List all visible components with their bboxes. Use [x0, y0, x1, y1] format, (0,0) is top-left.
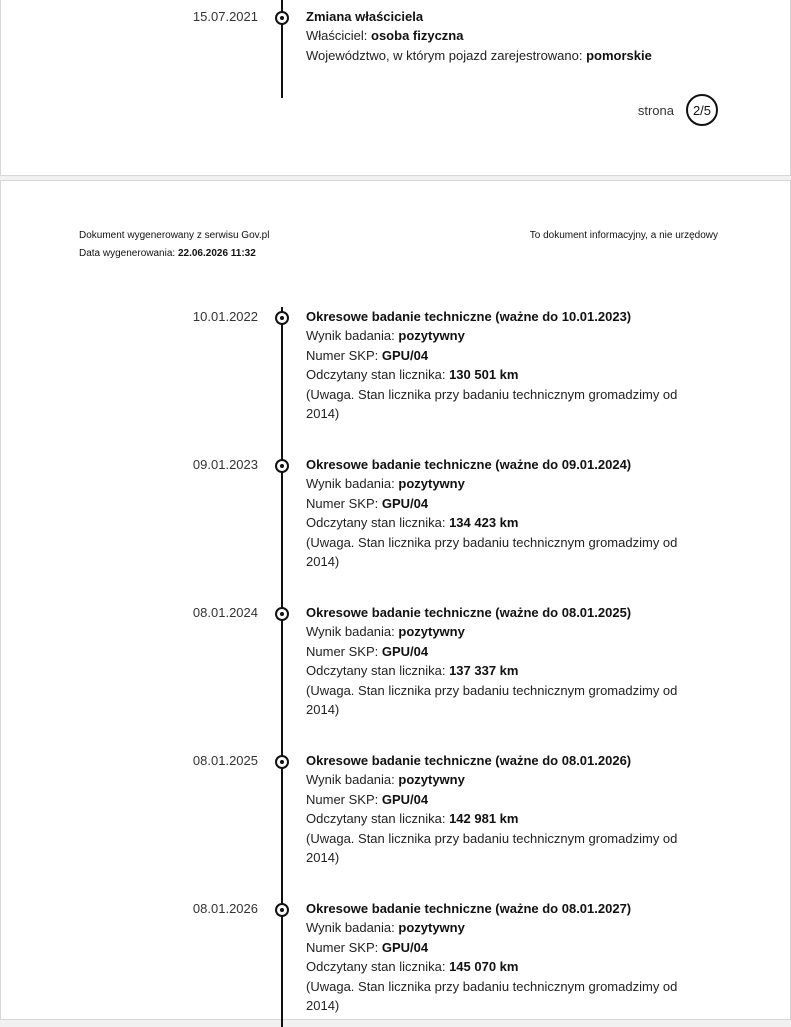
odometer-label: Odczytany stan licznika:: [306, 515, 450, 531]
odometer-label: Odczytany stan licznika:: [306, 663, 450, 679]
document-source: Dokument wygenerowany z serwisu Gov.pl: [79, 230, 270, 241]
skp-number-label: Numer SKP:: [306, 939, 382, 955]
odometer-note: (Uwaga. Stan licznika przy badaniu technicznym gromadzimy od 2014): [306, 386, 678, 422]
entry-title: Okresowe badanie techniczne (ważne do 09.01.2024): [306, 457, 632, 472]
inspection-result-value: pozytywny: [398, 328, 465, 344]
odometer-note: (Uwaga. Stan licznika przy badaniu technicznym gromadzimy od 2014): [306, 978, 678, 1014]
entry-date: 08.01.2026: [192, 901, 258, 916]
skp-number-line: [306, 938, 706, 957]
odometer-note: (Uwaga. Stan licznika przy badaniu technicznym gromadzimy od 2014): [306, 830, 678, 866]
skp-number-label: Numer SKP:: [306, 791, 382, 807]
inspection-result-label: Wynik badania:: [306, 624, 399, 640]
skp-number-label: Numer SKP:: [306, 347, 382, 363]
timeline-node-icon: [275, 311, 289, 325]
entry-body: [306, 603, 706, 719]
odometer-line: [306, 661, 706, 680]
page-number-badge: 2/5: [686, 94, 718, 126]
entry-owner-line: [306, 26, 706, 45]
timeline-node-icon: [275, 459, 289, 473]
odometer-label: Odczytany stan licznika:: [306, 959, 450, 975]
skp-number-label: Numer SKP:: [306, 643, 382, 659]
odometer-note: (Uwaga. Stan licznika przy badaniu technicznym gromadzimy od 2014): [306, 534, 678, 570]
entry-voivodeship-line: [306, 46, 706, 65]
odometer-line: [306, 809, 706, 828]
voivodeship-label: Województwo, w którym pojazd zarejestrowano:: [306, 47, 587, 63]
skp-number-line: [306, 642, 706, 661]
odometer-value: 145 070 km: [449, 959, 519, 975]
inspection-result-label: Wynik badania:: [306, 772, 399, 788]
timeline-node-icon: [275, 11, 289, 25]
odometer-value: 137 337 km: [449, 663, 519, 679]
inspection-result-line: [306, 474, 706, 493]
generation-date-line: [79, 245, 269, 263]
skp-number-value: GPU/04: [381, 347, 429, 363]
generation-date-value: 22.06.2026 11:32: [177, 248, 256, 259]
inspection-result-line: [306, 770, 706, 789]
skp-number-value: GPU/04: [381, 643, 429, 659]
inspection-result-line: [306, 622, 706, 641]
entry-title: Okresowe badanie techniczne (ważne do 08.01.2025): [306, 605, 632, 620]
odometer-value: 130 501 km: [449, 367, 519, 383]
entry-date: 08.01.2025: [192, 753, 258, 768]
inspection-result-value: pozytywny: [398, 920, 465, 936]
document-page-1: [0, 0, 791, 176]
entry-body: [306, 7, 706, 65]
inspection-result-label: Wynik badania:: [306, 476, 399, 492]
odometer-line: [306, 513, 706, 532]
inspection-result-value: pozytywny: [398, 476, 465, 492]
entry-title: Okresowe badanie techniczne (ważne do 10.01.2023): [306, 309, 632, 324]
inspection-result-value: pozytywny: [398, 772, 465, 788]
odometer-line: [306, 957, 706, 976]
entry-date: 15.07.2021: [192, 9, 258, 24]
entry-title: Okresowe badanie techniczne (ważne do 08.01.2027): [306, 901, 632, 916]
inspection-result-line: [306, 326, 706, 345]
skp-number-line: [306, 790, 706, 809]
inspection-result-value: pozytywny: [398, 624, 465, 640]
inspection-result-line: [306, 918, 706, 937]
timeline-node-icon: [275, 903, 289, 917]
page-indicator: [638, 94, 718, 126]
timeline-node-icon: [275, 755, 289, 769]
timeline-node-icon: [275, 607, 289, 621]
timeline-line: [281, 307, 283, 1027]
voivodeship-value: pomorskie: [586, 47, 652, 63]
entry-date: 10.01.2022: [192, 309, 258, 324]
odometer-value: 134 423 km: [449, 515, 519, 531]
document-page-2: [0, 180, 791, 1020]
entry-body: [306, 751, 706, 867]
entry-date: 09.01.2023: [192, 457, 258, 472]
entry-body: [306, 899, 706, 1015]
odometer-line: [306, 365, 706, 384]
inspection-result-label: Wynik badania:: [306, 920, 399, 936]
entry-body: [306, 455, 706, 571]
entry-title: Okresowe badanie techniczne (ważne do 08.01.2026): [306, 753, 632, 768]
odometer-label: Odczytany stan licznika:: [306, 367, 450, 383]
owner-label: Właściciel:: [306, 28, 372, 44]
odometer-note: (Uwaga. Stan licznika przy badaniu technicznym gromadzimy od 2014): [306, 682, 678, 718]
odometer-label: Odczytany stan licznika:: [306, 811, 450, 827]
page-indicator-label: strona: [637, 102, 674, 118]
document-disclaimer: To dokument informacyjny, a nie urzędowy: [529, 230, 718, 241]
document-meta: [79, 227, 269, 263]
skp-number-label: Numer SKP:: [306, 495, 382, 511]
skp-number-line: [306, 494, 706, 513]
inspection-result-label: Wynik badania:: [306, 328, 399, 344]
entry-date: 08.01.2024: [192, 605, 258, 620]
generation-date-label: Data wygenerowania:: [79, 248, 178, 259]
skp-number-line: [306, 346, 706, 365]
owner-value: osoba fizyczna: [371, 28, 464, 44]
odometer-value: 142 981 km: [449, 811, 519, 827]
entry-title: Zmiana właściciela: [306, 9, 424, 24]
skp-number-value: GPU/04: [381, 495, 429, 511]
entry-body: [306, 307, 706, 423]
skp-number-value: GPU/04: [381, 791, 429, 807]
skp-number-value: GPU/04: [381, 939, 429, 955]
